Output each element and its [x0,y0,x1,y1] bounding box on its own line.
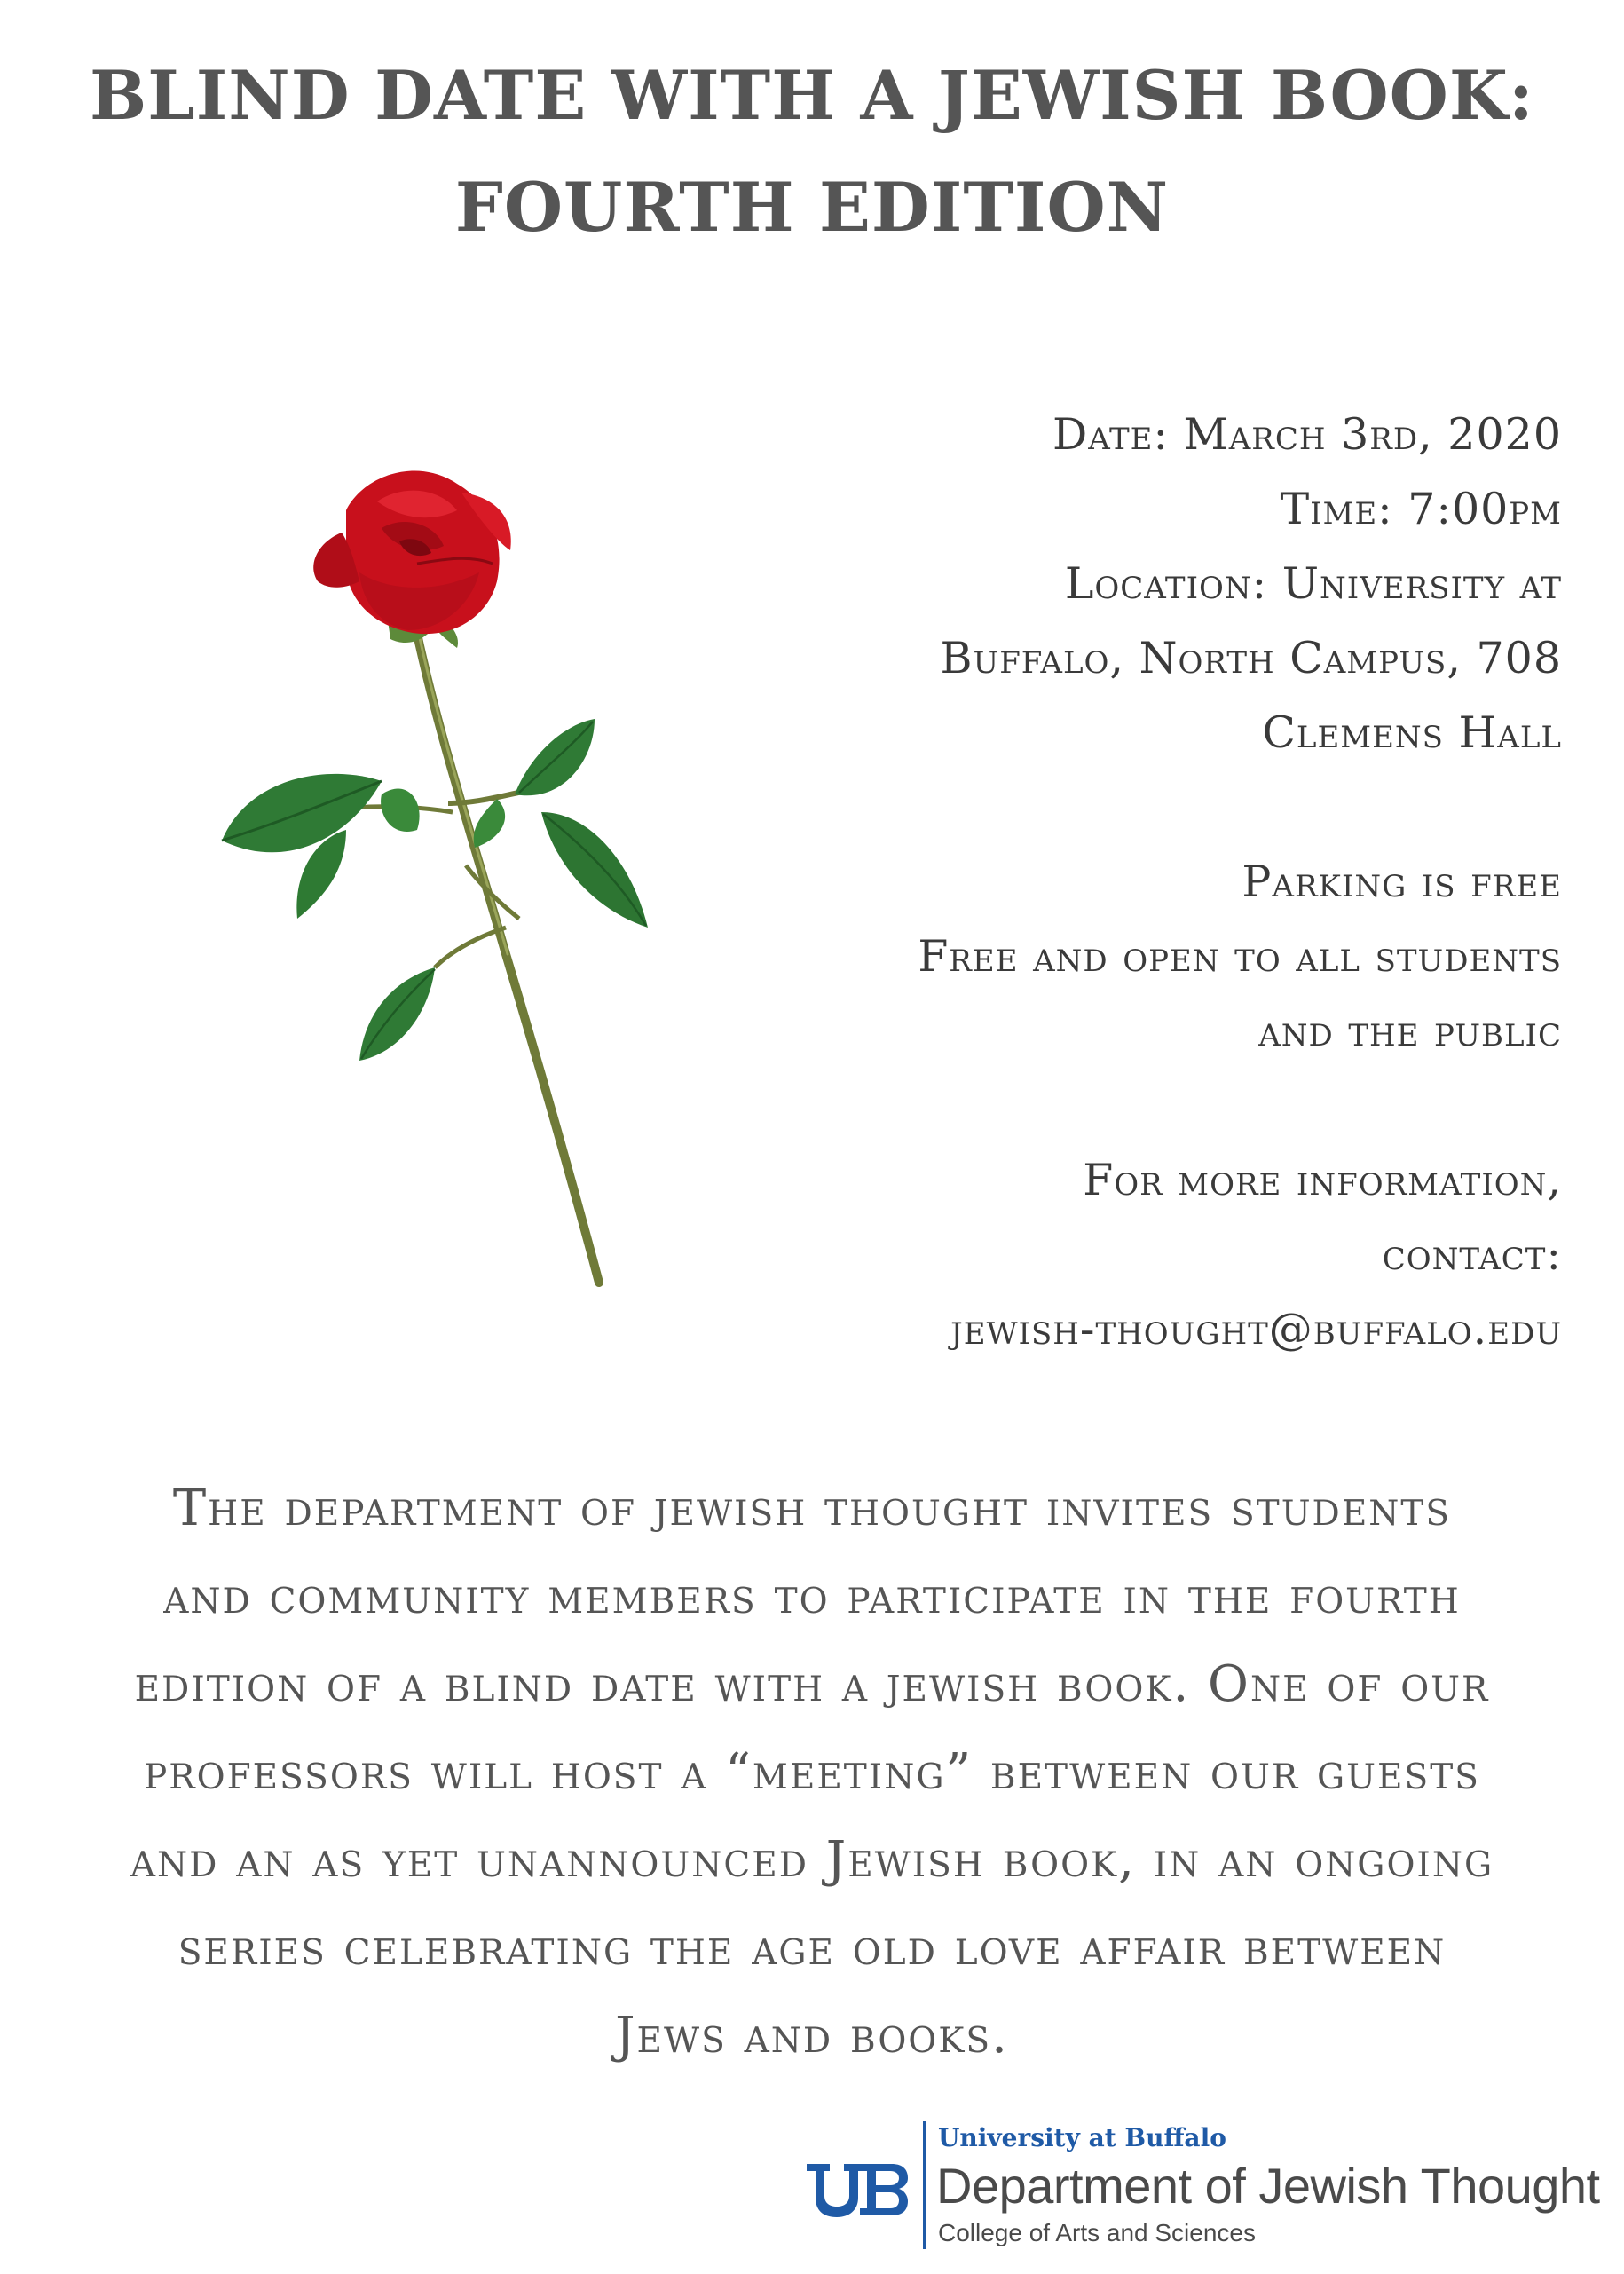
department-logo [803,2120,1600,2253]
admission-note-line-1: Free and open to all students [918,931,1562,982]
description-line: The department of jewish thought invites students [172,1480,1452,1537]
college-name: College of Arts and Sciences [938,2219,1256,2246]
red-rose-image [213,457,674,1309]
page-title-line-1: BLIND DATE WITH A JEWISH BOOK: [90,56,1534,135]
description-line: series celebrating the age old love affair between [177,1919,1447,1977]
description-line: and an as yet unannounced Jewish book, in an ongoing [130,1831,1494,1889]
contact-label-line-1: For more information, [1083,1155,1562,1205]
ub-logo-icon [803,2157,910,2221]
description-line: edition of a blind date with a jewish book. One of our [134,1655,1490,1713]
logo-divider [923,2121,926,2249]
department-name: Department of Jewish Thought [936,2158,1600,2214]
event-description [27,1465,1597,2080]
event-details [763,398,1562,1367]
spacer [763,1069,1562,1143]
description-line: and community members to participate in the fourth [163,1567,1461,1625]
contact-label-line-2: contact: [1382,1229,1562,1280]
event-date: Date: March 3rd, 2020 [1052,409,1562,460]
spacer [763,770,1562,845]
description-line: Jews and books. [615,2007,1009,2065]
event-location-line-2: Buffalo, North Campus, 708 [940,633,1562,683]
event-time: Time: 7:00pm [1280,484,1562,534]
contact-email-link[interactable]: jewish-thought@buffalo.edu [950,1304,1562,1354]
page-title-line-2: FOURTH EDITION [454,168,1170,247]
description-line: professors will host a “meeting” between our guests [144,1743,1480,1801]
event-location-line-1: Location: University at [1064,558,1562,609]
event-location-line-3: Clemens Hall [1262,707,1562,758]
admission-note-line-2: and the public [1258,1006,1562,1056]
university-name: University at Buffalo [938,2123,1226,2152]
parking-note: Parking is free [1242,857,1562,907]
